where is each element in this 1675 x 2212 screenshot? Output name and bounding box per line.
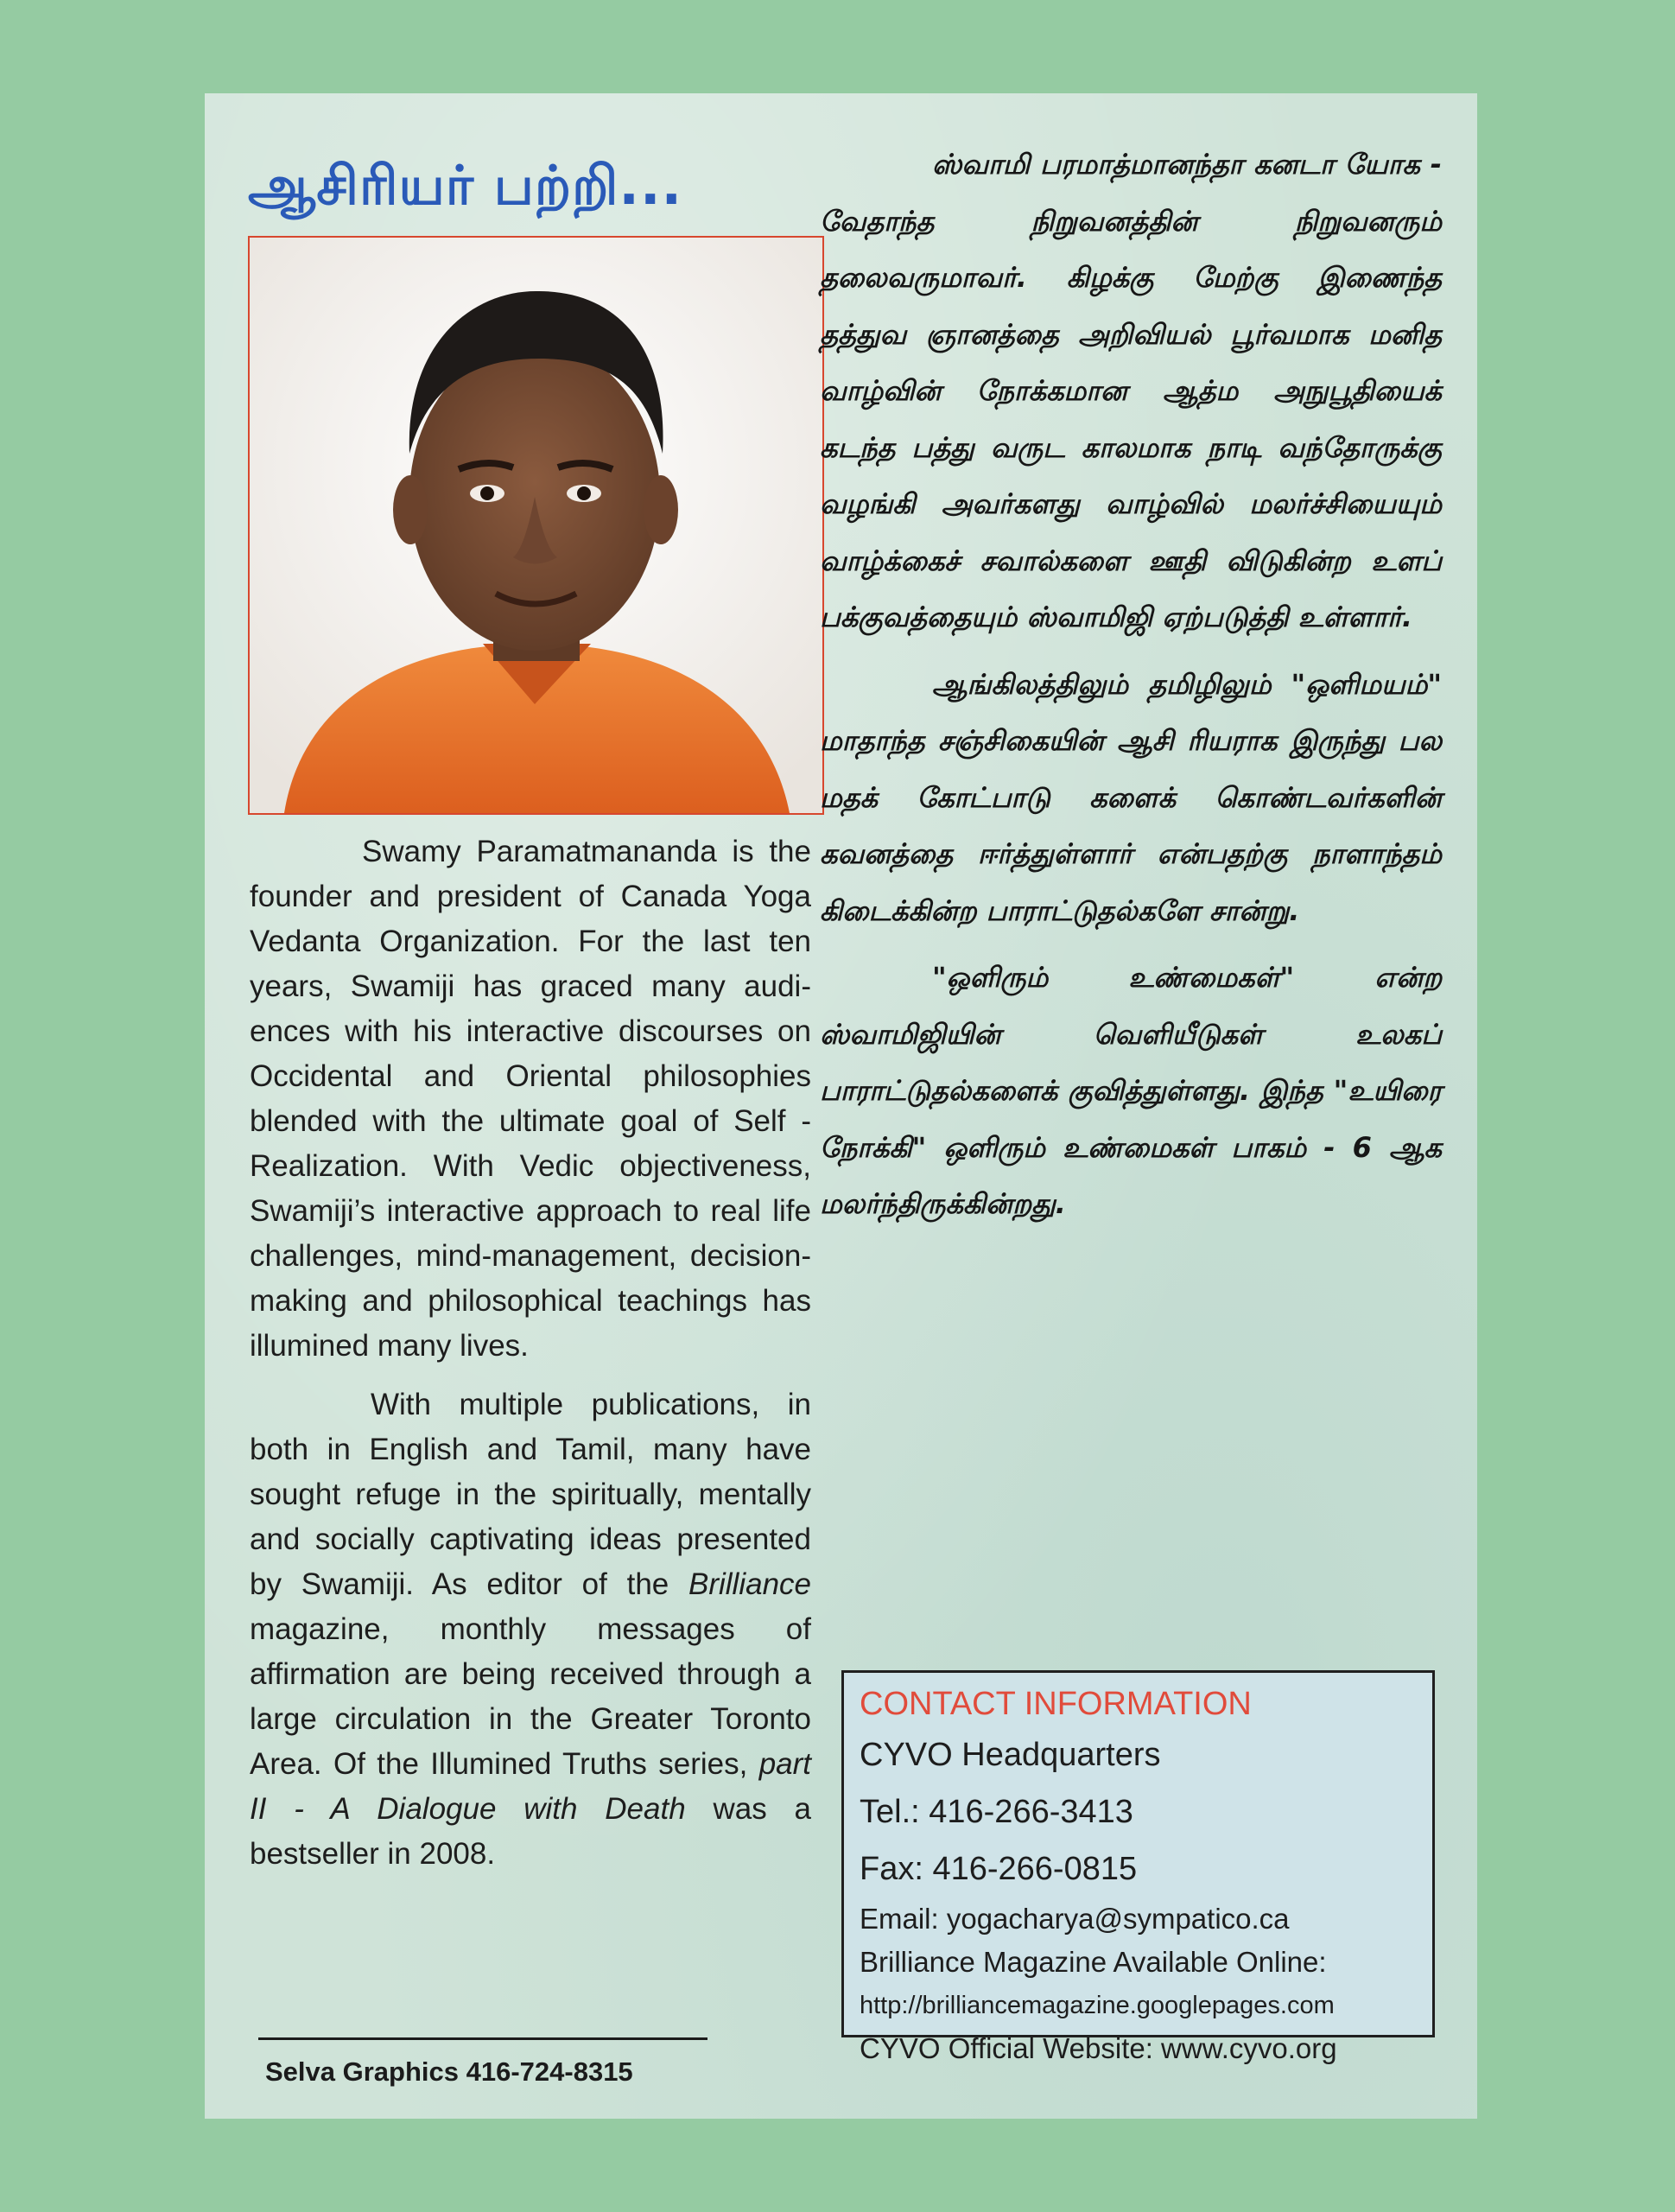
printer-credit: Selva Graphics 416-724-8315 — [265, 2056, 633, 2087]
email-address: Email: yogacharya@sympatico.ca — [860, 1903, 1290, 1935]
telephone-number: Tel.: 416-266-3413 — [860, 1794, 1133, 1830]
english-p1-text: Swamy Paramatmananda is the founder and president of Canada Yoga Vedanta Organization. For the last ten years, Swamiji has graced many audiences with his interactive discourses on Occidental and Oriental philosophies blended with the ultimate goal of Self - Realization. With Vedic objectiveness, Swamiji’s interactive approach to real life challenges, mind-management, decision-making and philosophical teachings has illumined many lives. — [250, 835, 811, 1363]
contact-information-box — [841, 1670, 1435, 2064]
english-p2-text-c: magazine, monthly messages of affirmation are being received through a large circulation in the Greater Toronto Area. Of the Illumined Truths series, — [250, 1612, 811, 1781]
fax-number: Fax: 416-266-0815 — [860, 1851, 1138, 1887]
tamil-paragraph-3: "ஒளிரும் உண்மைகள்" என்ற ஸ்வாமிஜியின் வெளியீடுகள் உலகப் பாராட்டுதல்களைக் குவித்துள்ளது. இந்த "உயிரை நோக்கி" ஒளிரும் உண்மைகள் பாகம் - 6 ஆக மலர்ந்திருக்கின்றது. — [820, 961, 1442, 1220]
tamil-paragraph-1: ஸ்வாமி பரமாத்மானந்தா கனடா யோக - வேதாந்த நிறுவனத்தின் நிறுவனரும் தலைவருமாவர். கிழக்கு மேற்கு இணைந்த தத்துவ ஞானத்தை அறிவியல் பூர்வமாக மனித வாழ்வின் நோக்கமான ஆத்ம அநுபூதியைக் கடந்த பத்து வருட காலமாக நாடி வந்தோருக்கு வழங்கி அவர்களது வாழ்வில் மலர்ச்சியையும் வாழ்க்கைச் சவால்களை ஊதி விடுகின்ற உளப் பக்குவத்தையும் ஸ்வாமிஜி ஏற்படுத்தி உள்ளார். — [820, 148, 1442, 633]
english-biography — [250, 830, 811, 1891]
brilliance-magazine-title: Brilliance — [688, 1567, 811, 1601]
tamil-paragraph-2: ஆங்கிலத்திலும் தமிழிலும் "ஒளிமயம்" மாதாந்த சஞ்சிகையின் ஆசி ரியராக இருந்து பல மதக் கோட்பாடு களைக் கொண்டவர்களின் கவனத்தை ஈர்த்துள்ளார் என்பதற்கு நாளாந்தம் கிடைக்கின்ற பாராட்டுதல்களே சான்று. — [820, 667, 1442, 927]
official-website: CYVO Official Website: www.cyvo.org — [860, 2032, 1337, 2064]
brilliance-url: http://brilliancemagazine.googlepages.com — [860, 1992, 1335, 2019]
contact-title: CONTACT INFORMATION — [860, 1686, 1252, 1722]
english-paragraph-1 — [250, 830, 811, 1369]
headquarters-label: CYVO Headquarters — [860, 1737, 1161, 1773]
about-author-heading: ஆசிரியர் பற்றி... — [248, 154, 683, 217]
author-photo — [248, 236, 824, 815]
brochure-page — [205, 93, 1477, 2119]
english-p2-text-e: was a bestseller in 2008. — [250, 1792, 812, 1871]
credit-divider — [258, 2037, 707, 2040]
author-portrait-image — [250, 238, 822, 813]
brilliance-online-label: Brilliance Magazine Available Online: — [860, 1946, 1327, 1978]
english-paragraph-2 — [250, 1382, 811, 1877]
tamil-biography — [820, 137, 1442, 1233]
english-p2-text-a: With multiple publications, in both in English and Tamil, many have sought refuge in the spiritually, mentally and socially captivating ideas presented by Swamiji. As editor of the — [250, 1388, 811, 1601]
book-title: part II - A Dialogue with Death — [250, 1747, 811, 1826]
